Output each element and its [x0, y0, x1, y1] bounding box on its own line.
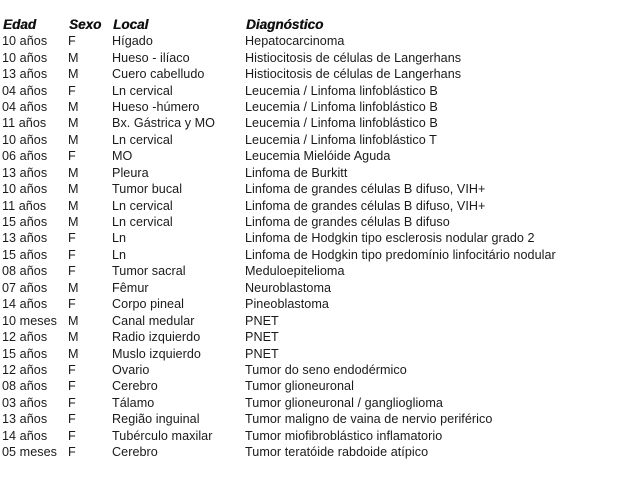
cell-edad: 11 años	[2, 198, 47, 213]
table-row	[2, 296, 620, 312]
cell-edad: 10 años	[2, 182, 48, 197]
cell-local: MO	[112, 149, 133, 164]
cell-local: Hígado	[112, 34, 153, 49]
cell-local: Tumor bucal	[112, 182, 183, 197]
table-row	[2, 247, 620, 263]
cell-edad: 06 años	[2, 149, 48, 164]
cell-local: Cerebro	[112, 445, 158, 460]
cell-edad: 07 años	[2, 280, 48, 295]
table-row	[2, 362, 620, 378]
table-row	[2, 181, 620, 197]
cell-sexo: M	[68, 215, 79, 230]
cell-diagnostico: PNET	[245, 346, 279, 361]
cell-local: Ln	[112, 247, 127, 262]
cell-local: Região inguinal	[112, 412, 200, 427]
cell-sexo: M	[68, 280, 79, 295]
cell-diagnostico: Tumor maligno de vaina de nervio periférico	[245, 412, 493, 427]
header-local: Local	[113, 16, 149, 32]
cell-diagnostico: Leucemia / Linfoma linfoblástico T	[245, 132, 437, 147]
cell-local: Radio izquierdo	[112, 330, 201, 345]
table-row	[2, 444, 620, 460]
cell-edad: 13 años	[2, 231, 48, 246]
cell-local: Ln cervical	[112, 132, 173, 147]
cell-diagnostico: Linfoma de Hodgkin tipo predomínio linfocitário nodular	[245, 247, 556, 262]
cell-local: Ovario	[112, 362, 150, 377]
cell-local: Ln cervical	[112, 215, 173, 230]
cell-sexo: F	[68, 264, 76, 279]
cell-diagnostico: Leucemia Mielóide Aguda	[245, 149, 391, 164]
cell-edad: 12 años	[2, 330, 48, 345]
cell-edad: 10 años	[2, 132, 48, 147]
cell-sexo: F	[68, 34, 76, 49]
table-row	[2, 148, 620, 164]
cell-local: Tálamo	[112, 395, 155, 410]
cell-local: Ln cervical	[112, 198, 173, 213]
cell-diagnostico: Meduloepitelioma	[245, 264, 345, 279]
cell-edad: 04 años	[2, 83, 48, 98]
cell-local: Cuero cabelludo	[112, 67, 205, 82]
cell-edad: 13 años	[2, 412, 48, 427]
table-row	[2, 165, 620, 181]
table-row	[2, 82, 620, 98]
cell-edad: 14 años	[2, 428, 48, 443]
cell-sexo: F	[68, 428, 76, 443]
table-row	[2, 329, 620, 345]
cell-sexo: F	[68, 231, 76, 246]
cell-sexo: F	[68, 83, 76, 98]
header-diagnostico: Diagnóstico	[246, 16, 324, 32]
cell-diagnostico: PNET	[245, 330, 279, 345]
cell-diagnostico: Tumor miofibroblástico inflamatorio	[245, 428, 443, 443]
table-row	[2, 280, 620, 296]
table-body	[2, 33, 620, 460]
cell-sexo: M	[68, 165, 79, 180]
cell-diagnostico: Tumor glioneuronal	[245, 379, 354, 394]
table-row	[2, 99, 620, 115]
cell-local: Ln	[112, 231, 127, 246]
table-row	[2, 230, 620, 246]
table-row	[2, 132, 620, 148]
cell-edad: 15 años	[2, 247, 48, 262]
cell-edad: 13 años	[2, 165, 48, 180]
table-row	[2, 263, 620, 279]
cell-sexo: M	[68, 67, 79, 82]
cell-sexo: F	[68, 395, 76, 410]
table-row	[2, 378, 620, 394]
table-header	[2, 15, 620, 33]
cell-diagnostico: Linfoma de grandes células B difuso, VIH+	[245, 198, 486, 213]
cell-sexo: M	[68, 132, 79, 147]
cell-edad: 04 años	[2, 99, 48, 114]
cell-edad: 03 años	[2, 395, 48, 410]
cell-local: Hueso - ilíaco	[112, 50, 190, 65]
cell-edad: 08 años	[2, 379, 48, 394]
cell-diagnostico: Histiocitosis de células de Langerhans	[245, 67, 462, 82]
cell-diagnostico: Tumor glioneuronal / ganglioglioma	[245, 395, 443, 410]
cell-sexo: F	[68, 149, 76, 164]
table-row	[2, 411, 620, 427]
cell-sexo: M	[68, 330, 79, 345]
cell-local: Pleura	[112, 165, 149, 180]
cell-edad: 15 años	[2, 346, 48, 361]
cell-local: Muslo izquierdo	[112, 346, 201, 361]
cell-sexo: M	[68, 99, 79, 114]
table-row	[2, 49, 620, 65]
table-row	[2, 66, 620, 82]
table-row	[2, 395, 620, 411]
cell-sexo: M	[68, 182, 79, 197]
diagnosis-table	[2, 15, 620, 460]
table-row	[2, 115, 620, 131]
cell-edad: 10 años	[2, 50, 48, 65]
table-row	[2, 214, 620, 230]
cell-diagnostico: Neuroblastoma	[245, 280, 332, 295]
cell-local: Cerebro	[112, 379, 158, 394]
cell-edad: 12 años	[2, 362, 48, 377]
cell-diagnostico: Linfoma de grandes células B difuso	[245, 215, 450, 230]
cell-diagnostico: Leucemia / Linfoma linfoblástico B	[245, 99, 438, 114]
cell-diagnostico: Linfoma de Burkitt	[245, 165, 348, 180]
cell-diagnostico: Leucemia / Linfoma linfoblástico B	[245, 83, 438, 98]
cell-diagnostico: Linfoma de grandes células B difuso, VIH+	[245, 182, 486, 197]
cell-local: Ln cervical	[112, 83, 173, 98]
header-edad: Edad	[3, 16, 37, 32]
cell-diagnostico: Tumor teratóide rabdoide atípico	[245, 445, 429, 460]
table-row	[2, 345, 620, 361]
cell-sexo: F	[68, 247, 76, 262]
cell-sexo: F	[68, 412, 76, 427]
cell-local: Bx. Gástrica y MO	[112, 116, 216, 131]
cell-sexo: F	[68, 379, 76, 394]
cell-sexo: F	[68, 445, 76, 460]
cell-local: Corpo pineal	[112, 297, 185, 312]
cell-diagnostico: Histiocitosis de células de Langerhans	[245, 50, 462, 65]
table-row	[2, 312, 620, 328]
cell-diagnostico: Linfoma de Hodgkin tipo esclerosis nodular grado 2	[245, 231, 535, 246]
cell-edad: 08 años	[2, 264, 48, 279]
cell-local: Canal medular	[112, 313, 195, 328]
cell-diagnostico: Hepatocarcinoma	[245, 34, 345, 49]
cell-diagnostico: Leucemia / Linfoma linfoblástico B	[245, 116, 438, 131]
cell-edad: 10 años	[2, 34, 48, 49]
cell-sexo: F	[68, 362, 76, 377]
cell-local: Tubérculo maxilar	[112, 428, 213, 443]
table-row	[2, 33, 620, 49]
cell-sexo: M	[68, 313, 79, 328]
cell-edad: 11 años	[2, 116, 47, 131]
cell-edad: 05 meses	[2, 445, 57, 460]
cell-edad: 10 meses	[2, 313, 57, 328]
cell-diagnostico: PNET	[245, 313, 279, 328]
cell-sexo: M	[68, 198, 79, 213]
cell-local: Hueso -húmero	[112, 99, 200, 114]
cell-diagnostico: Pineoblastoma	[245, 297, 329, 312]
cell-local: Tumor sacral	[112, 264, 186, 279]
table-row	[2, 197, 620, 213]
cell-edad: 15 años	[2, 215, 48, 230]
cell-diagnostico: Tumor do seno endodérmico	[245, 362, 407, 377]
header-sexo: Sexo	[69, 16, 102, 32]
cell-edad: 14 años	[2, 297, 48, 312]
cell-sexo: M	[68, 346, 79, 361]
cell-sexo: M	[68, 50, 79, 65]
cell-edad: 13 años	[2, 67, 48, 82]
cell-local: Fêmur	[112, 280, 149, 295]
cell-sexo: F	[68, 297, 76, 312]
table-row	[2, 428, 620, 444]
cell-sexo: M	[68, 116, 79, 131]
